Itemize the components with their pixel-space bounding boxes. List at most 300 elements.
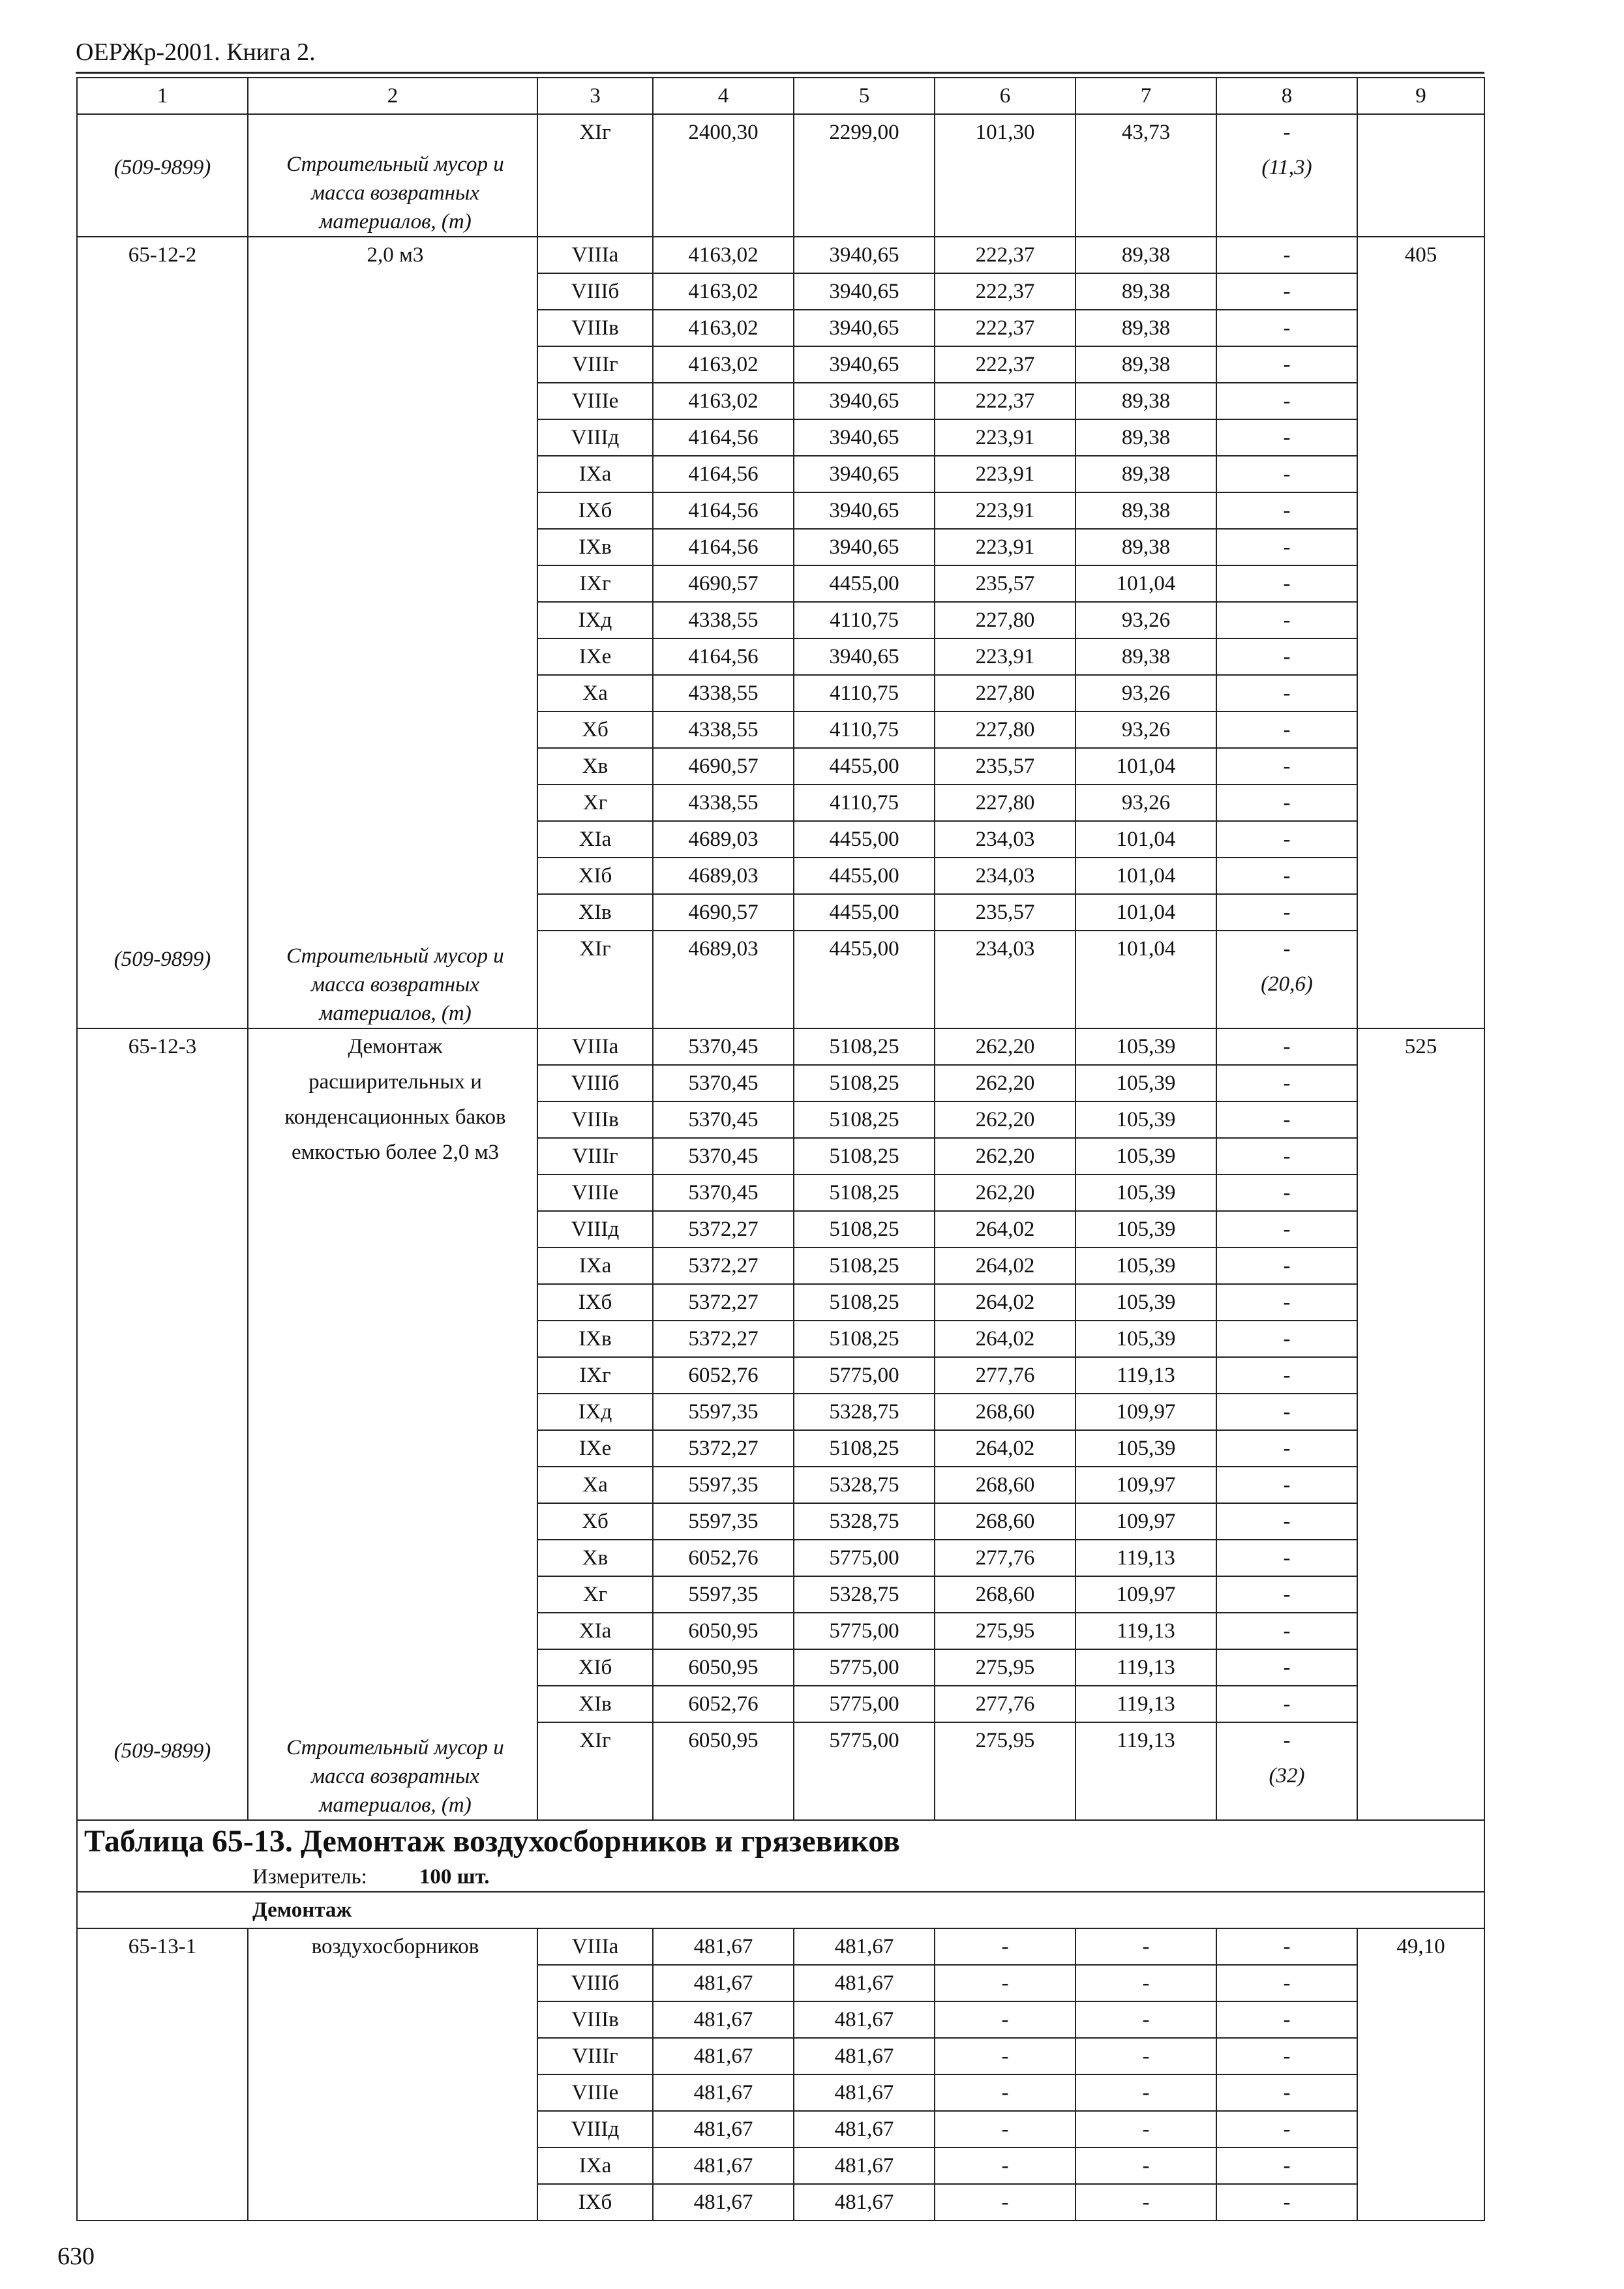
value-cell: 481,67	[653, 2111, 794, 2147]
value-cell: 89,38	[1075, 237, 1216, 273]
value-cell: -	[1075, 2074, 1216, 2111]
class-cell: XIа	[537, 821, 653, 858]
value-cell: 4163,02	[653, 383, 794, 419]
value-cell: 481,67	[794, 1965, 935, 2001]
spacer	[78, 801, 247, 836]
value-cell: 3940,65	[794, 237, 935, 273]
value-cell: -	[1216, 1503, 1357, 1540]
value-cell: 481,67	[794, 1928, 935, 1965]
value-cell: 5370,45	[653, 1138, 794, 1174]
spacer	[78, 115, 247, 150]
value-cell: 4110,75	[794, 785, 935, 821]
value-cell: 101,04	[1075, 894, 1216, 931]
value-cell: 101,04	[1075, 565, 1216, 602]
value-cell: 5108,25	[794, 1138, 935, 1174]
code-cell	[77, 114, 248, 237]
description-line: воздухосборников	[311, 1935, 479, 1958]
class-cell: Xа	[537, 675, 653, 711]
code-cell	[77, 1928, 248, 2221]
value-cell	[1216, 114, 1357, 237]
value-cell: 4689,03	[653, 821, 794, 858]
value-cell: 109,97	[1075, 1576, 1216, 1613]
value-cell: 105,39	[1075, 1284, 1216, 1321]
value-cell: 5108,25	[794, 1028, 935, 1065]
value-cell: 4164,56	[653, 492, 794, 529]
value-cell: -	[935, 2147, 1075, 2184]
value-cell: 275,95	[935, 1649, 1075, 1686]
class-cell: IXд	[537, 602, 653, 638]
spacer	[254, 484, 537, 519]
spacer	[254, 836, 537, 871]
class-cell: Xа	[537, 1467, 653, 1503]
value-cell: 89,38	[1075, 456, 1216, 492]
value-cell: 234,03	[935, 821, 1075, 858]
class-cell: XIг	[537, 114, 653, 237]
value-cell: 481,67	[653, 1928, 794, 1965]
value-cell: 264,02	[935, 1284, 1075, 1321]
rates-table	[76, 77, 1485, 2221]
spacer	[254, 1346, 537, 1381]
class-cell: IXа	[537, 456, 653, 492]
value-cell: -	[1216, 2074, 1357, 2111]
description-line: конденсационных баков	[284, 1105, 506, 1129]
value-cell: -	[1075, 2111, 1216, 2147]
value-cell: -	[1216, 1101, 1357, 1138]
value-cell: -	[1216, 2147, 1357, 2184]
value-cell: 5372,27	[653, 1211, 794, 1248]
value-cell: 5372,27	[653, 1321, 794, 1357]
value-cell: -	[1216, 1394, 1357, 1430]
value-cell: -	[1216, 565, 1357, 602]
value-cell: -	[1075, 2147, 1216, 2184]
value-cell: -	[1216, 821, 1357, 858]
material-description-line: материалов, (т)	[319, 210, 472, 233]
value-cell: 222,37	[935, 383, 1075, 419]
value-cell: -	[1216, 711, 1357, 748]
spacer	[78, 449, 247, 484]
value-cell: 227,80	[935, 711, 1075, 748]
spacer	[78, 730, 247, 766]
value-cell: -	[1216, 602, 1357, 638]
price-cell: 49,10	[1357, 1928, 1484, 2221]
spacer	[78, 1522, 247, 1557]
spacer	[254, 625, 537, 660]
value-cell: 234,03	[935, 858, 1075, 894]
value-cell: 101,04	[1075, 858, 1216, 894]
value-cell: 4690,57	[653, 894, 794, 931]
spacer	[78, 1381, 247, 1416]
spacer	[254, 378, 537, 413]
value-cell: -	[1216, 2111, 1357, 2147]
value-cell: 481,67	[794, 2147, 935, 2184]
value-cell: 268,60	[935, 1576, 1075, 1613]
value-cell: 262,20	[935, 1138, 1075, 1174]
spacer	[78, 343, 247, 378]
value-cell: -	[1216, 1430, 1357, 1467]
value-cell: -	[1216, 1965, 1357, 2001]
value-cell: 481,67	[794, 2111, 935, 2147]
description-line: емкостью более 2,0 м3	[292, 1141, 499, 1164]
value-cell: 264,02	[935, 1211, 1075, 1248]
value-cell: 5597,35	[653, 1467, 794, 1503]
column-header: 2	[248, 78, 537, 114]
value-cell: 235,57	[935, 565, 1075, 602]
code-cell	[77, 1028, 248, 1820]
value-cell: -	[1216, 858, 1357, 894]
value-cell: 43,73	[1075, 114, 1216, 237]
material-code: (509-9899)	[113, 156, 211, 179]
spacer	[254, 519, 537, 554]
value-cell: 5108,25	[794, 1248, 935, 1284]
spacer	[78, 1311, 247, 1346]
material-description-line: Строительный мусор и	[286, 1736, 504, 1759]
value-cell: 4164,56	[653, 638, 794, 675]
spacer	[78, 519, 247, 554]
spacer	[254, 1240, 537, 1276]
value-cell: 6050,95	[653, 1613, 794, 1649]
column-header: 7	[1075, 78, 1216, 114]
class-cell: VIIIб	[537, 1965, 653, 2001]
column-header: 9	[1357, 78, 1484, 114]
spacer	[254, 1205, 537, 1240]
value-cell: 481,67	[653, 2038, 794, 2074]
class-cell: Xб	[537, 711, 653, 748]
value-cell: 5775,00	[794, 1540, 935, 1576]
value-cell: 105,39	[1075, 1321, 1216, 1357]
spacer	[254, 1628, 537, 1663]
value-cell: 222,37	[935, 310, 1075, 346]
spacer	[78, 1064, 247, 1100]
value-cell: 89,38	[1075, 419, 1216, 456]
value-cell: 89,38	[1075, 529, 1216, 565]
value-cell: 5108,25	[794, 1101, 935, 1138]
spacer	[78, 1100, 247, 1135]
value-cell: 481,67	[653, 2074, 794, 2111]
value-cell: 481,67	[794, 2184, 935, 2221]
class-cell: VIIIа	[537, 1928, 653, 1965]
value-cell: -	[1216, 237, 1357, 273]
spacer	[254, 1381, 537, 1416]
value-cell: 5597,35	[653, 1394, 794, 1430]
description-cell	[248, 1928, 537, 2221]
value-cell: 6050,95	[653, 1722, 794, 1820]
value-cell: 5597,35	[653, 1503, 794, 1540]
class-cell: XIв	[537, 1686, 653, 1722]
value-cell: -	[1216, 346, 1357, 383]
value-cell: 4338,55	[653, 711, 794, 748]
value-cell: 3940,65	[794, 419, 935, 456]
spacer	[254, 1276, 537, 1311]
value-cell: -	[1216, 456, 1357, 492]
value-cell: 3940,65	[794, 638, 935, 675]
spacer	[78, 1628, 247, 1663]
spacer	[78, 1452, 247, 1487]
value-cell: 264,02	[935, 1430, 1075, 1467]
value-cell: 268,60	[935, 1467, 1075, 1503]
value-cell: 5372,27	[653, 1430, 794, 1467]
value-cell: 277,76	[935, 1540, 1075, 1576]
value-cell: 105,39	[1075, 1138, 1216, 1174]
spacer	[78, 1557, 247, 1593]
rates-table-body	[77, 78, 1484, 2221]
class-cell: XIв	[537, 894, 653, 931]
class-cell: Xв	[537, 748, 653, 785]
spacer	[254, 801, 537, 836]
value-cell: 93,26	[1075, 711, 1216, 748]
description-line: Демонтаж	[348, 1035, 443, 1058]
class-cell: VIIIв	[537, 1101, 653, 1138]
value-cell: -	[1216, 492, 1357, 529]
value-cell: -	[935, 2074, 1075, 2111]
value-cell: 93,26	[1075, 675, 1216, 711]
value-cell: 275,95	[935, 1613, 1075, 1649]
column-header: 1	[77, 78, 248, 114]
value-cell: 222,37	[935, 346, 1075, 383]
value-cell: 5372,27	[653, 1284, 794, 1321]
value-cell: 235,57	[935, 748, 1075, 785]
value-cell: 4455,00	[794, 748, 935, 785]
value-cell: -	[1216, 310, 1357, 346]
section-title-cell	[77, 1820, 1484, 1892]
rates-table-container	[76, 77, 1484, 2221]
value-cell: 481,67	[653, 1965, 794, 2001]
value-cell: -	[935, 1928, 1075, 1965]
value-cell: 5108,25	[794, 1321, 935, 1357]
spacer	[254, 413, 537, 449]
class-cell: IXе	[537, 638, 653, 675]
spacer	[78, 308, 247, 343]
column-header-row	[77, 78, 1484, 114]
value-cell: 4163,02	[653, 273, 794, 310]
value-cell: -	[1216, 1576, 1357, 1613]
class-cell: IXг	[537, 1357, 653, 1394]
class-cell: VIIIд	[537, 2111, 653, 2147]
value-cell: 277,76	[935, 1686, 1075, 1722]
value-text: -	[1283, 121, 1291, 144]
value-cell: 101,04	[1075, 748, 1216, 785]
class-cell: IXа	[537, 2147, 653, 2184]
column-header: 4	[653, 78, 794, 114]
class-cell: Xб	[537, 1503, 653, 1540]
class-cell: Xв	[537, 1540, 653, 1576]
value-cell: 5370,45	[653, 1065, 794, 1101]
column-header: 5	[794, 78, 935, 114]
spacer	[254, 906, 537, 942]
value-cell: 4455,00	[794, 858, 935, 894]
value-cell: 2299,00	[794, 114, 935, 237]
spacer	[78, 590, 247, 625]
value-cell: 3940,65	[794, 456, 935, 492]
value-cell: 119,13	[1075, 1357, 1216, 1394]
class-cell: Xг	[537, 1576, 653, 1613]
value-cell: 119,13	[1075, 1722, 1216, 1820]
material-description-line: материалов, (т)	[319, 1002, 472, 1025]
class-cell: VIIIг	[537, 346, 653, 383]
value-cell: -	[935, 2038, 1075, 2074]
value-cell: 262,20	[935, 1101, 1075, 1138]
spacer	[254, 115, 537, 150]
value-cell: 5370,45	[653, 1028, 794, 1065]
value-cell: -	[1075, 2001, 1216, 2038]
value-cell: 4455,00	[794, 894, 935, 931]
spacer	[78, 1205, 247, 1240]
value-cell: 481,67	[653, 2001, 794, 2038]
value-cell: 109,97	[1075, 1503, 1216, 1540]
spacer	[78, 1698, 247, 1733]
value-cell: 4455,00	[794, 821, 935, 858]
value-cell: 119,13	[1075, 1540, 1216, 1576]
spacer	[78, 836, 247, 871]
section-title: Таблица 65-13. Демонтаж воздухосборников и грязевиков	[84, 1824, 900, 1859]
spacer	[254, 273, 537, 308]
value-cell: 5328,75	[794, 1467, 935, 1503]
value-cell: -	[935, 2001, 1075, 2038]
material-code: (509-9899)	[113, 1739, 211, 1763]
value-cell: -	[1216, 273, 1357, 310]
value-text: -	[1283, 1729, 1291, 1752]
value-cell: -	[1216, 1686, 1357, 1722]
material-description-line: масса возвратных	[310, 973, 480, 996]
value-cell: -	[1075, 2184, 1216, 2221]
spacer	[254, 1698, 537, 1733]
value-cell: -	[1216, 2001, 1357, 2038]
value-cell: 481,67	[794, 2038, 935, 2074]
value-cell: 227,80	[935, 602, 1075, 638]
class-cell: VIIIв	[537, 310, 653, 346]
value-cell: -	[1216, 1467, 1357, 1503]
spacer	[254, 730, 537, 766]
material-description-line: Строительный мусор и	[286, 153, 504, 176]
value-cell: 223,91	[935, 419, 1075, 456]
class-cell: VIIIа	[537, 237, 653, 273]
class-cell: VIIIе	[537, 1174, 653, 1211]
spacer	[78, 1593, 247, 1628]
sub-heading-row	[77, 1892, 1484, 1928]
value-cell: 5370,45	[653, 1101, 794, 1138]
value-cell: -	[1216, 1284, 1357, 1321]
header-rule	[76, 72, 1484, 74]
value-cell: 268,60	[935, 1503, 1075, 1540]
value-cell: 105,39	[1075, 1430, 1216, 1467]
code-cell	[77, 237, 248, 1028]
class-cell: VIIIг	[537, 2038, 653, 2074]
column-header: 6	[935, 78, 1075, 114]
column-header: 3	[537, 78, 653, 114]
class-cell: XIг	[537, 931, 653, 1028]
spacer	[254, 590, 537, 625]
value-cell: 105,39	[1075, 1101, 1216, 1138]
spacer	[254, 766, 537, 801]
value-cell: 93,26	[1075, 602, 1216, 638]
spacer	[254, 1593, 537, 1628]
value-cell: 481,67	[794, 2001, 935, 2038]
value-cell: 6052,76	[653, 1686, 794, 1722]
spacer	[78, 484, 247, 519]
spacer	[78, 1135, 247, 1170]
value-cell: -	[935, 2111, 1075, 2147]
value-cell: 227,80	[935, 785, 1075, 821]
spacer	[78, 1276, 247, 1311]
value-cell	[1216, 931, 1357, 1028]
value-cell: 5108,25	[794, 1174, 935, 1211]
value-cell: -	[1216, 1248, 1357, 1284]
value-cell: 93,26	[1075, 785, 1216, 821]
spacer	[78, 378, 247, 413]
spacer	[254, 1416, 537, 1452]
value-cell: 4110,75	[794, 675, 935, 711]
value-cell: 3940,65	[794, 346, 935, 383]
value-cell: -	[1216, 1928, 1357, 1965]
class-cell: IXе	[537, 1430, 653, 1467]
value-cell: 5108,25	[794, 1284, 935, 1321]
value-cell: 105,39	[1075, 1211, 1216, 1248]
value-cell: 262,20	[935, 1028, 1075, 1065]
value-cell: 4690,57	[653, 565, 794, 602]
class-cell: VIIIг	[537, 1138, 653, 1174]
spacer	[254, 1487, 537, 1522]
value-cell: -	[1216, 1028, 1357, 1065]
class-cell: VIIIа	[537, 1028, 653, 1065]
value-cell: -	[1216, 1138, 1357, 1174]
description-cell	[248, 114, 537, 237]
value-cell: -	[1075, 1928, 1216, 1965]
class-cell: VIIIд	[537, 419, 653, 456]
spacer	[78, 1487, 247, 1522]
spacer	[254, 695, 537, 730]
material-quantity: (20,6)	[1261, 972, 1313, 996]
value-cell: 89,38	[1075, 273, 1216, 310]
spacer	[254, 1170, 537, 1205]
class-cell: IXб	[537, 1284, 653, 1321]
spacer	[254, 1522, 537, 1557]
value-cell: 5370,45	[653, 1174, 794, 1211]
class-cell: Xг	[537, 785, 653, 821]
value-cell: 5108,25	[794, 1065, 935, 1101]
value-cell: -	[1216, 894, 1357, 931]
table-row	[77, 1928, 1484, 1965]
spacer	[78, 1240, 247, 1276]
spacer	[78, 695, 247, 730]
material-description-line: масса возвратных	[310, 1765, 480, 1788]
value-cell: -	[1216, 383, 1357, 419]
value-cell: 119,13	[1075, 1649, 1216, 1686]
value-cell: 6052,76	[653, 1357, 794, 1394]
value-cell: 101,04	[1075, 931, 1216, 1028]
value-cell: -	[935, 1965, 1075, 2001]
value-cell: -	[1216, 529, 1357, 565]
value-cell: -	[935, 2184, 1075, 2221]
column-header: 8	[1216, 78, 1357, 114]
value-cell: -	[1216, 1613, 1357, 1649]
description-line: 2,0 м3	[367, 243, 424, 267]
value-cell: 4689,03	[653, 858, 794, 894]
value-cell: 3940,65	[794, 310, 935, 346]
spacer	[78, 660, 247, 695]
value-cell: 105,39	[1075, 1065, 1216, 1101]
value-cell: 101,30	[935, 114, 1075, 237]
value-cell: 223,91	[935, 529, 1075, 565]
value-cell: 119,13	[1075, 1686, 1216, 1722]
value-cell: 227,80	[935, 675, 1075, 711]
class-cell: XIб	[537, 858, 653, 894]
unit-value: 100 шт.	[419, 1865, 490, 1889]
class-cell: VIIIв	[537, 2001, 653, 2038]
value-cell: 89,38	[1075, 383, 1216, 419]
class-cell: VIIIе	[537, 2074, 653, 2111]
value-cell: 264,02	[935, 1248, 1075, 1284]
spacer	[78, 906, 247, 942]
value-cell: 481,67	[653, 2147, 794, 2184]
